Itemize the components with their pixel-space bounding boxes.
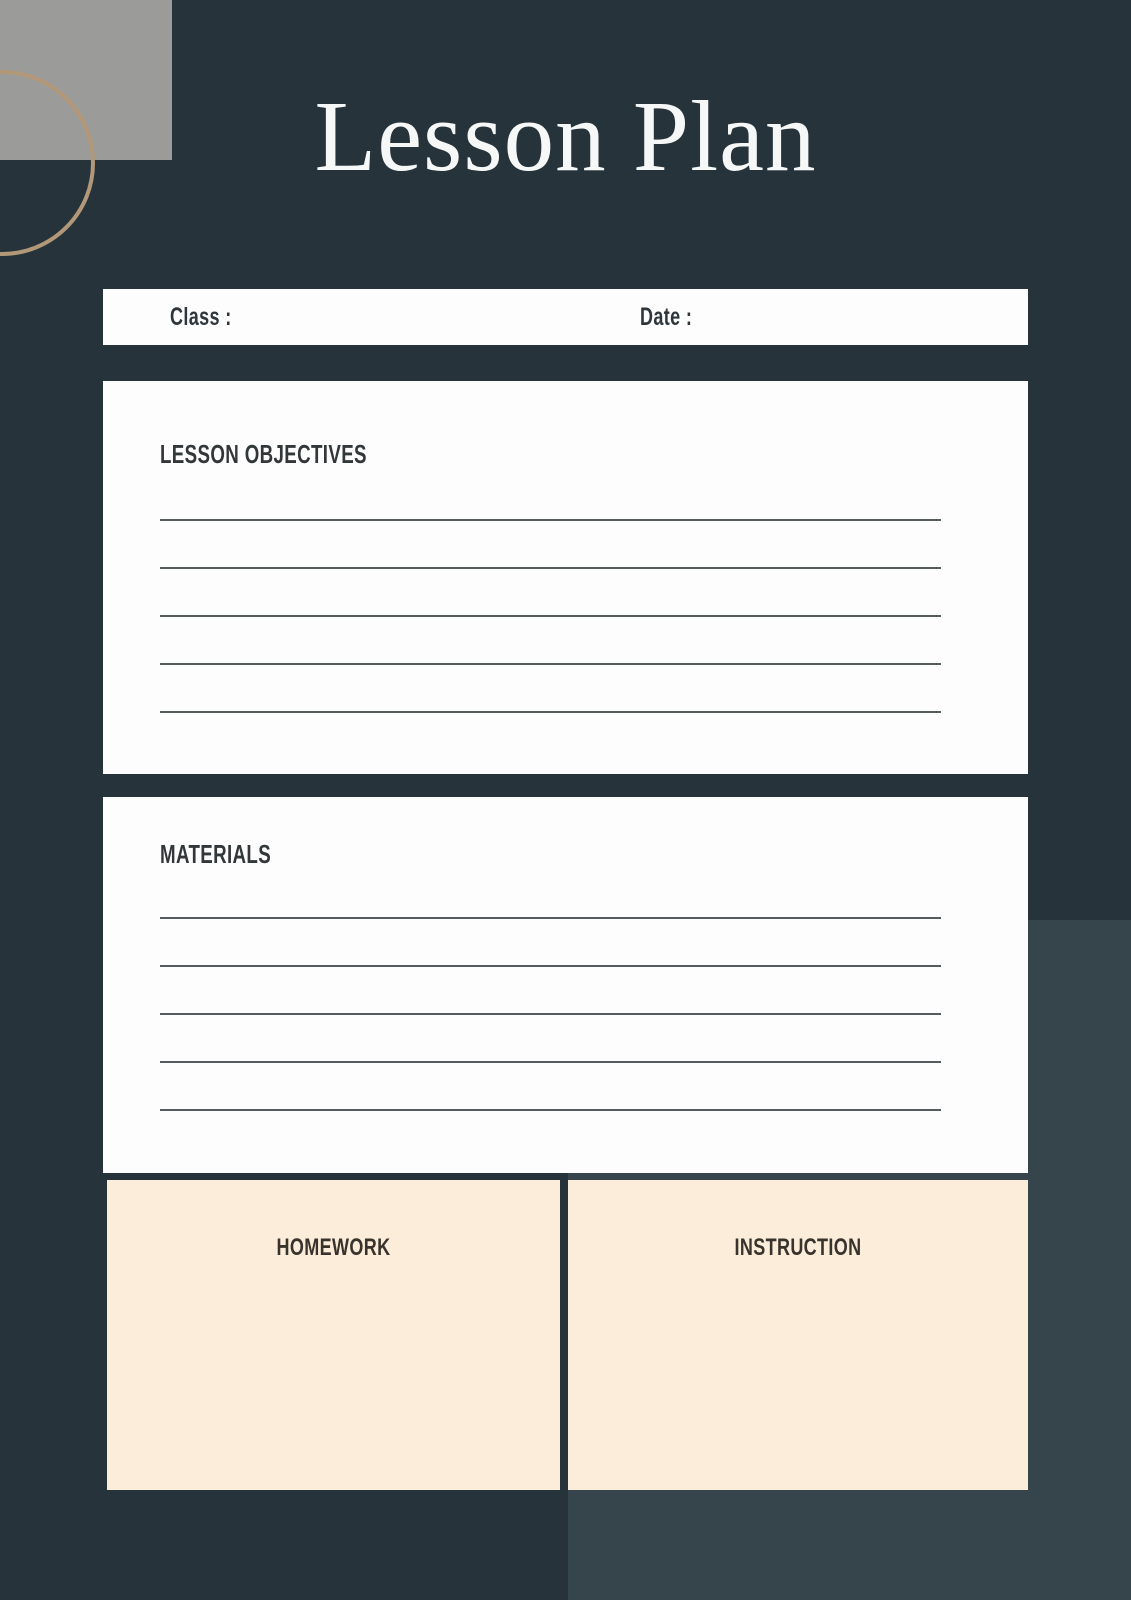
writing-line xyxy=(160,567,941,569)
materials-heading: MATERIALS xyxy=(160,839,272,869)
writing-line xyxy=(160,519,941,521)
writing-line xyxy=(160,965,941,967)
lesson-objectives-section xyxy=(103,381,1028,774)
instruction-heading: INSTRUCTION xyxy=(734,1234,862,1261)
instruction-panel xyxy=(568,1180,1028,1490)
date-label: Date : xyxy=(640,302,693,331)
page-title: Lesson Plan xyxy=(314,80,817,192)
class-date-bar xyxy=(103,289,1028,345)
materials-section xyxy=(103,797,1028,1173)
writing-line xyxy=(160,1061,941,1063)
writing-line xyxy=(160,711,941,713)
lesson-objectives-heading: LESSON OBJECTIVES xyxy=(160,439,367,469)
writing-line xyxy=(160,917,941,919)
homework-heading: HOMEWORK xyxy=(276,1234,391,1261)
class-label: Class : xyxy=(170,302,232,331)
homework-panel xyxy=(107,1180,560,1490)
writing-line xyxy=(160,1109,941,1111)
writing-line xyxy=(160,663,941,665)
writing-line xyxy=(160,1013,941,1015)
writing-line xyxy=(160,615,941,617)
